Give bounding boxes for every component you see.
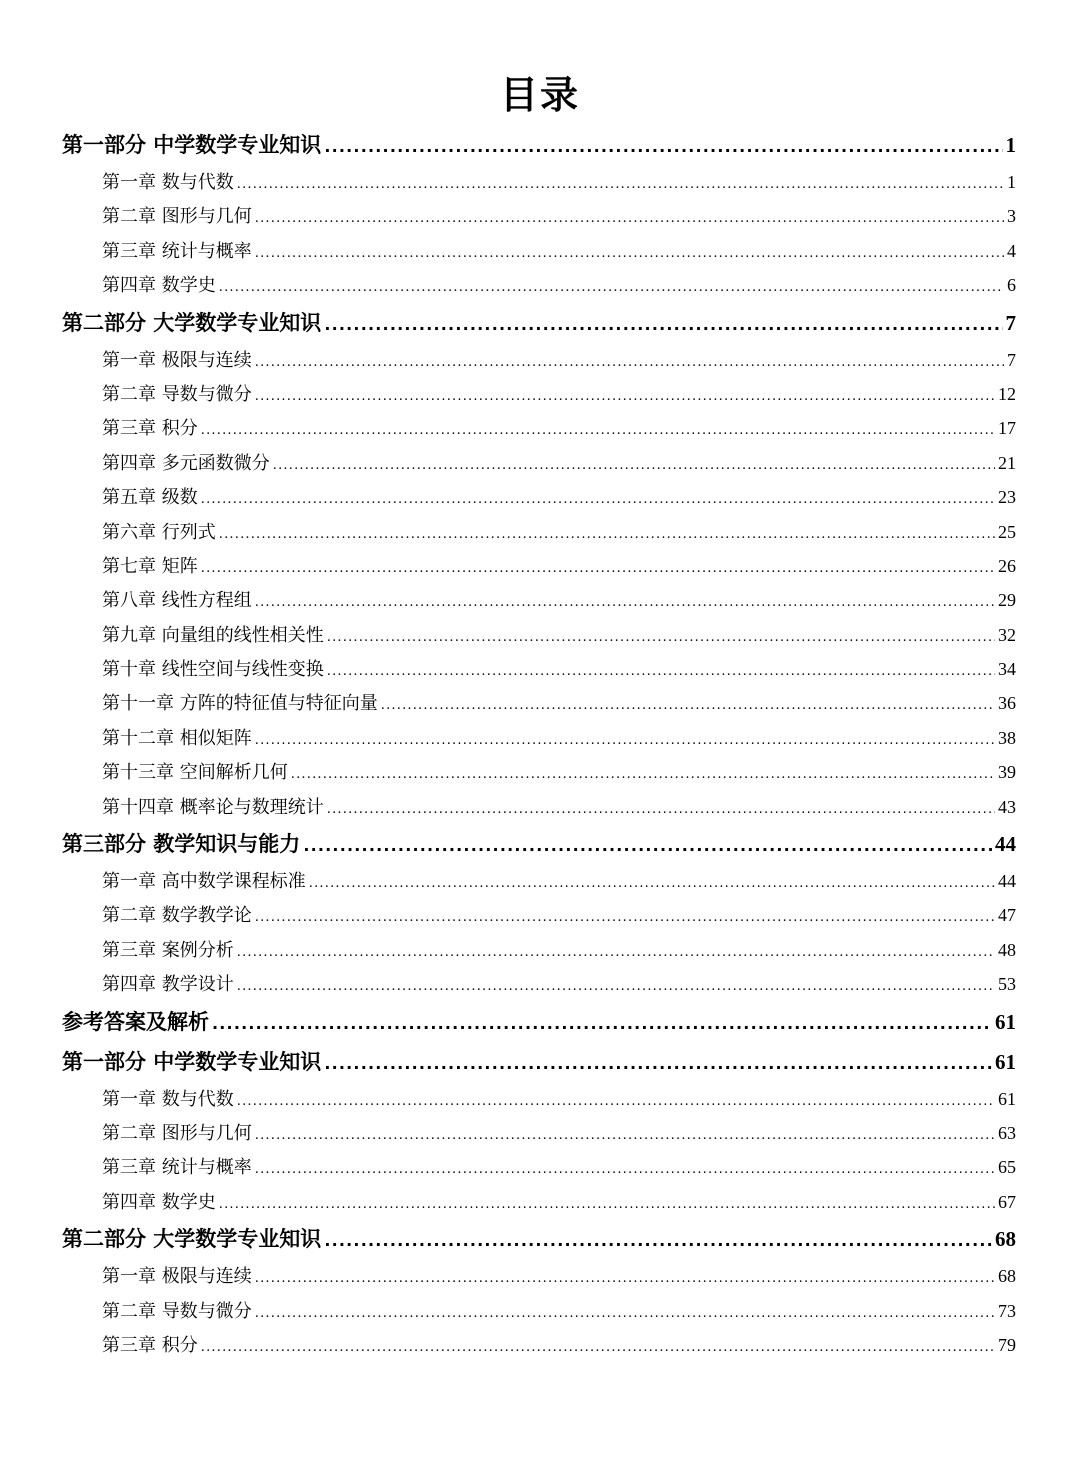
- toc-chapter-entry: [62, 1328, 1016, 1362]
- dot-leader: [324, 1221, 992, 1261]
- toc-entry-label: 第三章 统计与概率: [102, 240, 252, 262]
- dot-leader: [324, 127, 1002, 167]
- toc-entry-label: 第四章 数学史: [102, 1191, 216, 1213]
- toc-page-number: 7: [1007, 349, 1016, 370]
- dot-leader: [255, 202, 1004, 236]
- toc-page-number: 39: [998, 762, 1016, 783]
- toc-page-number: 1: [1007, 172, 1016, 192]
- toc-page-number: 63: [998, 1122, 1016, 1143]
- toc-page-number: 61: [995, 1009, 1016, 1034]
- dot-leader: [201, 552, 995, 586]
- toc-chapter-entry: [62, 1259, 1016, 1293]
- dot-leader: [255, 1119, 995, 1153]
- dot-leader: [255, 1297, 995, 1331]
- toc-chapter-entry: [62, 1185, 1016, 1219]
- toc-part-entry: [62, 824, 1016, 864]
- toc-chapter-entry: [62, 411, 1016, 445]
- toc-entry-label: 第七章 矩阵: [102, 555, 198, 577]
- table-of-contents: [62, 125, 1016, 1362]
- dot-leader: [212, 1004, 992, 1044]
- toc-entry-label: 第二部分 大学数学专业知识: [62, 310, 322, 335]
- toc-chapter-entry: [62, 618, 1016, 652]
- dot-leader: [303, 826, 992, 866]
- toc-page-number: 67: [998, 1191, 1016, 1212]
- dot-leader: [273, 449, 995, 483]
- toc-entry-label: 第三章 积分: [102, 1334, 198, 1356]
- toc-page-number: 53: [998, 974, 1016, 995]
- toc-part-entry: [62, 303, 1016, 343]
- toc-part-entry: [62, 1042, 1016, 1082]
- toc-page-number: 26: [998, 555, 1016, 576]
- toc-entry-label: 第十一章 方阵的特征值与特征向量: [102, 693, 378, 715]
- dot-leader: [201, 414, 995, 448]
- toc-entry-label: 第一章 数与代数: [102, 1088, 234, 1110]
- toc-page-number: 12: [998, 383, 1016, 404]
- toc-page-number: 38: [998, 727, 1016, 748]
- toc-entry-label: 第六章 行列式: [102, 521, 216, 543]
- toc-page-number: 6: [1007, 275, 1016, 296]
- toc-page-number: 29: [998, 590, 1016, 611]
- dot-leader: [327, 621, 995, 655]
- toc-page-number: 61: [995, 1049, 1016, 1074]
- dot-leader: [327, 655, 995, 689]
- dot-leader: [327, 793, 995, 827]
- dot-leader: [255, 586, 995, 620]
- toc-entry-label: 第二章 导数与微分: [102, 1300, 252, 1322]
- toc-entry-label: 第二章 图形与几何: [102, 1122, 252, 1144]
- toc-page-number: 68: [998, 1266, 1016, 1287]
- toc-page-number: 73: [998, 1300, 1016, 1321]
- toc-page-number: 47: [998, 905, 1016, 926]
- toc-entry-label: 第四章 教学设计: [102, 974, 234, 996]
- toc-page-number: 68: [995, 1227, 1016, 1252]
- toc-entry-label: 第一章 数与代数: [102, 172, 234, 193]
- toc-chapter-entry: [62, 864, 1016, 898]
- toc-entry-label: 第三部分 教学知识与能力: [62, 832, 301, 857]
- toc-entry-label: 第一部分 中学数学专业知识: [62, 1049, 322, 1074]
- toc-entry-label: 第一章 极限与连续: [102, 349, 252, 371]
- toc-entry-label: 第五章 级数: [102, 487, 198, 509]
- dot-leader: [237, 168, 1004, 202]
- toc-entry-label: 第一章 高中数学课程标准: [102, 871, 306, 893]
- toc-page-number: 43: [998, 796, 1016, 817]
- toc-entry-label: 第三章 统计与概率: [102, 1157, 252, 1179]
- toc-page-number: 65: [998, 1157, 1016, 1178]
- toc-entry-label: 第二章 图形与几何: [102, 206, 252, 228]
- toc-page-number: 79: [998, 1334, 1016, 1355]
- toc-chapter-entry: [62, 652, 1016, 686]
- toc-part-entry: [62, 1219, 1016, 1259]
- toc-page-number: 48: [998, 939, 1016, 960]
- toc-part-entry: [62, 125, 1016, 165]
- toc-entry-label: 第一部分 中学数学专业知识: [62, 133, 322, 157]
- dot-leader: [255, 237, 1004, 271]
- toc-entry-label: 第二章 数学教学论: [102, 905, 252, 927]
- toc-chapter-entry: [62, 480, 1016, 514]
- toc-chapter-entry: [62, 549, 1016, 583]
- toc-page-number: 61: [998, 1088, 1016, 1109]
- dot-leader: [219, 518, 995, 552]
- dot-leader: [201, 1331, 995, 1365]
- toc-page-number: 17: [998, 418, 1016, 439]
- toc-entry-label: 第九章 向量组的线性相关性: [102, 624, 324, 646]
- toc-chapter-entry: [62, 898, 1016, 932]
- dot-leader: [255, 346, 1004, 380]
- toc-part-entry: [62, 1002, 1016, 1042]
- toc-chapter-entry: [62, 583, 1016, 617]
- dot-leader: [324, 305, 1002, 345]
- toc-entry-label: 第三章 案例分析: [102, 939, 234, 961]
- toc-chapter-entry: [62, 268, 1016, 302]
- toc-page-number: 4: [1007, 240, 1016, 261]
- toc-chapter-entry: [62, 1294, 1016, 1328]
- toc-entry-label: 第十章 线性空间与线性变换: [102, 659, 324, 681]
- toc-chapter-entry: [62, 377, 1016, 411]
- toc-page-number: 25: [998, 521, 1016, 542]
- toc-chapter-entry: [62, 686, 1016, 720]
- toc-chapter-entry: [62, 1082, 1016, 1116]
- toc-chapter-entry: [62, 1150, 1016, 1184]
- toc-entry-label: 第四章 数学史: [102, 275, 216, 297]
- dot-leader: [237, 1085, 995, 1119]
- toc-chapter-entry: [62, 515, 1016, 549]
- toc-chapter-entry: [62, 446, 1016, 480]
- toc-page-number: 44: [995, 832, 1016, 857]
- toc-chapter-entry: [62, 755, 1016, 789]
- toc-entry-label: 第八章 线性方程组: [102, 590, 252, 612]
- dot-leader: [255, 380, 995, 414]
- dot-leader: [237, 936, 995, 970]
- page-title: 目录: [499, 73, 580, 117]
- toc-page-number: 34: [998, 659, 1016, 680]
- toc-chapter-entry: [62, 721, 1016, 755]
- toc-page-number: 36: [998, 693, 1016, 714]
- toc-entry-label: 第十二章 相似矩阵: [102, 727, 252, 749]
- toc-entry-label: 第三章 积分: [102, 418, 198, 440]
- dot-leader: [309, 867, 995, 901]
- toc-chapter-entry: [62, 199, 1016, 233]
- dot-leader: [255, 1153, 995, 1187]
- toc-chapter-entry: [62, 343, 1016, 377]
- toc-chapter-entry: [62, 933, 1016, 967]
- toc-page-number: 44: [998, 871, 1016, 892]
- toc-entry-label: 第二章 导数与微分: [102, 383, 252, 405]
- toc-page-number: 21: [998, 452, 1016, 473]
- toc-page-number: 7: [1005, 310, 1016, 335]
- toc-chapter-entry: [62, 967, 1016, 1001]
- toc-chapter-entry: [62, 234, 1016, 268]
- toc-entry-label: 第一章 极限与连续: [102, 1266, 252, 1288]
- dot-leader: [291, 758, 995, 792]
- toc-page-number: 3: [1007, 206, 1016, 227]
- toc-chapter-entry: [62, 790, 1016, 824]
- dot-leader: [219, 271, 1004, 305]
- toc-page-number: 23: [998, 487, 1016, 508]
- dot-leader: [219, 1188, 995, 1222]
- toc-entry-label: 第十三章 空间解析几何: [102, 762, 288, 784]
- toc-entry-label: 第十四章 概率论与数理统计: [102, 796, 324, 818]
- toc-chapter-entry: [62, 1116, 1016, 1150]
- dot-leader: [237, 970, 995, 1004]
- dot-leader: [255, 901, 995, 935]
- toc-chapter-entry: [62, 165, 1016, 199]
- toc-page-number: 1: [1005, 133, 1016, 157]
- dot-leader: [381, 689, 995, 723]
- toc-entry-label: 参考答案及解析: [62, 1009, 209, 1034]
- dot-leader: [201, 483, 995, 517]
- toc-entry-label: 第二部分 大学数学专业知识: [62, 1227, 322, 1252]
- toc-page-number: 32: [998, 624, 1016, 645]
- dot-leader: [324, 1044, 992, 1084]
- dot-leader: [255, 1262, 995, 1296]
- dot-leader: [255, 724, 995, 758]
- toc-entry-label: 第四章 多元函数微分: [102, 452, 270, 474]
